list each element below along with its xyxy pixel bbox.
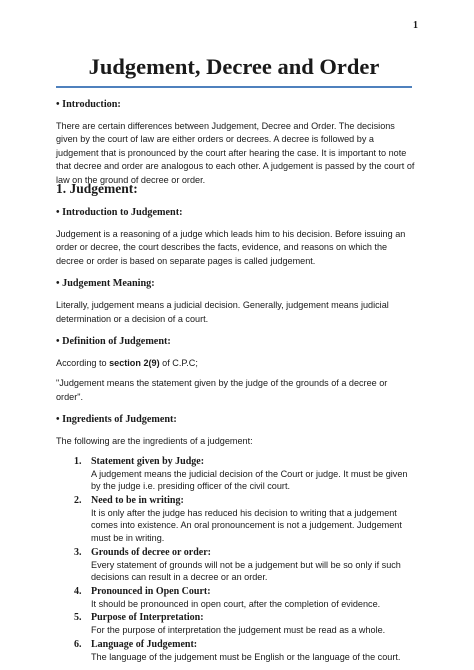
list-item (74, 494, 416, 545)
list-item-number: 5. (74, 612, 82, 624)
judgement-section (56, 181, 416, 664)
intro-to-judgement-text: Judgement is a reasoning of a judge which leads him to his decision. Before issuing an order or decree, the court describes the facts, evidence, and reasons on which the decree or order is based on separate pages is called judgement. (56, 229, 406, 266)
ingredients-list (74, 455, 416, 664)
list-item-number: 6. (74, 639, 82, 650)
ingredients-intro: The following are the ingredients of a judgement: (56, 436, 253, 447)
list-item-title: Grounds of decree or order: (91, 546, 211, 558)
section-reference: section 2(9) (109, 358, 160, 369)
list-item (74, 638, 416, 664)
list-item-title: Statement given by Judge: (91, 455, 205, 467)
introduction-heading: • Introduction: (56, 99, 121, 110)
list-item-text: It is only after the judge has reduced his decision to writing that a judgement comes into existence. An oral pronouncement is not a judgement. Judgement must be in writing. (91, 507, 402, 544)
list-item-number: 1. (74, 455, 82, 467)
list-item-title: Language of Judgement: (91, 639, 198, 650)
judgement-meaning-text: Literally, judgement means a judicial decision. Generally, judgement means judicial determination or a decision of a court. (56, 300, 389, 324)
list-item-text: Every statement of grounds will not be a judgement but will be so only if such decisions can result in a decree or an order. (91, 559, 401, 583)
list-item (74, 546, 416, 584)
introduction-text: There are certain differences between Judgement, Decree and Order. The decisions given by the court of law are either orders or decrees. A decree is followed by a judgement that is pronounced by the court after hearing the case. It is important to note that decree and order are analogous to each other. A judgement is passed by the court of law on the ground of decree or order. (56, 121, 415, 185)
definition-prefix: According to (56, 358, 110, 369)
judgement-meaning-heading: • Judgement Meaning: (56, 278, 155, 290)
list-item-number: 3. (74, 546, 82, 558)
definition-citation (56, 357, 416, 370)
list-item-text: The language of the judgement must be English or the language of the court. (91, 652, 401, 662)
ingredients-heading: • Ingredients of Judgement: (56, 414, 177, 426)
list-item-number: 4. (74, 585, 82, 597)
list-item-text: It should be pronounced in open court, after the completion of evidence. (91, 598, 381, 609)
page-title: Judgement, Decree and Order (88, 54, 380, 79)
list-item-title: Purpose of Interpretation: (91, 612, 204, 624)
list-item-title: Need to be in writing: (91, 494, 184, 506)
list-item (74, 585, 416, 611)
introduction-section (56, 98, 416, 187)
list-item-text: A judgement means the judicial decision of the Court or judge. It must be given by the judge i.e. presiding officer of the civil court. (91, 468, 408, 492)
list-item-text: For the purpose of interpretation the judgement must be read as a whole. (91, 625, 386, 636)
list-item-title: Pronounced in Open Court: (91, 585, 211, 597)
definition-quote: "Judgement means the statement given by the judge of the grounds of a decree or order". (56, 378, 388, 402)
judgement-heading: 1. Judgement: (56, 181, 138, 196)
definition-suffix: of C.P.C; (159, 358, 198, 369)
title-underline (56, 86, 412, 88)
list-item (74, 455, 416, 493)
list-item (74, 611, 416, 637)
list-item-number: 2. (74, 494, 82, 506)
intro-to-judgement-heading: • Introduction to Judgement: (56, 207, 183, 218)
page-number: 1 (413, 20, 418, 31)
definition-heading: • Definition of Judgement: (56, 336, 171, 348)
